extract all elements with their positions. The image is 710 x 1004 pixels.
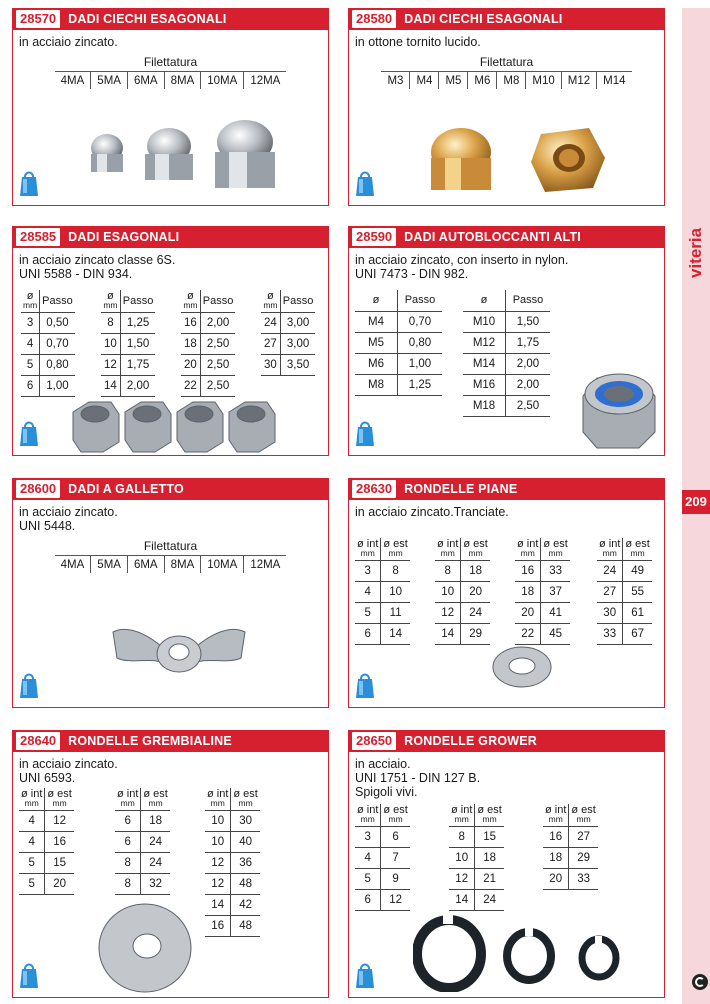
table-cell: 14 bbox=[449, 890, 475, 911]
product-description: in acciaio zincato.Tranciate. bbox=[355, 505, 509, 519]
table-cell: 12 bbox=[435, 603, 461, 624]
column-header: ø mm bbox=[261, 290, 280, 313]
product-card-28600 bbox=[12, 478, 329, 708]
bag-icon bbox=[355, 419, 375, 447]
table-cell: M4 bbox=[355, 312, 398, 333]
table-cell: 1,25 bbox=[120, 313, 155, 334]
product-title: DADI CIECHI ESAGONALI bbox=[404, 12, 563, 26]
thread-title: Filettatura bbox=[143, 539, 198, 553]
table-cell: 27 bbox=[569, 827, 598, 848]
product-code: 28600 bbox=[16, 480, 60, 498]
thread-size: 6MA bbox=[128, 555, 165, 573]
product-title: DADI ESAGONALI bbox=[68, 230, 180, 244]
table-cell: M10 bbox=[463, 312, 506, 333]
table-cell: 8 bbox=[449, 827, 475, 848]
table-cell: 41 bbox=[541, 603, 570, 624]
table-cell: 2,00 bbox=[120, 376, 155, 397]
table-cell: 4 bbox=[19, 832, 45, 853]
table-cell: 24 bbox=[597, 561, 623, 582]
table-cell: 3,00 bbox=[280, 334, 315, 355]
table-cell: 14 bbox=[435, 624, 461, 645]
table-cell: 15 bbox=[475, 827, 504, 848]
table-cell: 20 bbox=[45, 874, 74, 895]
thread-size: M5 bbox=[439, 71, 468, 89]
thread-title: Filettatura bbox=[143, 55, 198, 69]
column-header: ø est mm bbox=[569, 804, 598, 827]
table-cell: 12 bbox=[381, 890, 410, 911]
table-cell: 6 bbox=[381, 827, 410, 848]
column-header: Passo bbox=[506, 290, 551, 312]
table-cell: 2,50 bbox=[200, 355, 235, 376]
card-header bbox=[349, 8, 664, 30]
hex-nuts-image bbox=[67, 398, 297, 454]
table-cell: 10 bbox=[435, 582, 461, 603]
column-header: Passo bbox=[200, 290, 235, 313]
column-header: ø int mm bbox=[597, 538, 623, 561]
size-table bbox=[205, 788, 260, 937]
card-header bbox=[13, 478, 328, 500]
table-cell: 30 bbox=[261, 355, 280, 376]
table-cell: M5 bbox=[355, 333, 398, 354]
thread-size: 4MA bbox=[55, 71, 92, 89]
size-table bbox=[261, 290, 315, 376]
size-table bbox=[19, 788, 74, 895]
table-cell: 40 bbox=[231, 832, 260, 853]
table-cell: 2,50 bbox=[200, 376, 235, 397]
table-cell: 33 bbox=[569, 869, 598, 890]
flat-washer-image bbox=[491, 644, 553, 690]
table-cell: 5 bbox=[355, 869, 381, 890]
size-table bbox=[115, 788, 170, 895]
bag-icon bbox=[355, 169, 375, 197]
table-cell: 48 bbox=[231, 874, 260, 895]
column-header: ø est mm bbox=[231, 788, 260, 811]
table-cell: 10 bbox=[381, 582, 410, 603]
table-cell: 33 bbox=[597, 624, 623, 645]
page-number: 209 bbox=[682, 490, 710, 514]
column-header: ø est mm bbox=[623, 538, 652, 561]
size-table bbox=[543, 804, 598, 890]
column-header: ø bbox=[355, 290, 398, 312]
table-cell: 8 bbox=[115, 874, 141, 895]
column-header: ø est mm bbox=[141, 788, 170, 811]
thread-size: 12MA bbox=[244, 555, 286, 573]
product-title: DADI A GALLETTO bbox=[68, 482, 184, 496]
table-cell: 6 bbox=[115, 811, 141, 832]
thread-size: 6MA bbox=[128, 71, 165, 89]
product-card-28570 bbox=[12, 8, 329, 206]
size-table bbox=[435, 538, 490, 645]
thread-sizes bbox=[13, 555, 328, 573]
column-header: ø int mm bbox=[543, 804, 569, 827]
table-cell: 14 bbox=[381, 624, 410, 645]
table-cell: 14 bbox=[205, 895, 231, 916]
table-cell: 0,50 bbox=[40, 313, 75, 334]
table-cell: 1,25 bbox=[398, 375, 443, 396]
table-cell: 11 bbox=[381, 603, 410, 624]
table-cell: 18 bbox=[475, 848, 504, 869]
thread-title: Filettatura bbox=[479, 55, 534, 69]
thread-sizes bbox=[13, 71, 328, 89]
table-cell: 48 bbox=[231, 916, 260, 937]
product-card-28630 bbox=[348, 478, 665, 708]
thread-size: M14 bbox=[597, 71, 631, 89]
product-code: 28570 bbox=[16, 10, 60, 28]
section-label: viteria bbox=[686, 227, 705, 278]
size-table bbox=[21, 290, 75, 397]
table-cell: 12 bbox=[205, 853, 231, 874]
table-cell: 10 bbox=[449, 848, 475, 869]
bag-icon bbox=[19, 671, 39, 699]
column-header: Passo bbox=[398, 290, 443, 312]
table-cell: 1,00 bbox=[398, 354, 443, 375]
thread-size: M10 bbox=[526, 71, 561, 89]
cap-nuts-image bbox=[77, 116, 297, 196]
spring-washers-image bbox=[413, 912, 643, 992]
table-cell: 24 bbox=[461, 603, 490, 624]
table-cell: M16 bbox=[463, 375, 506, 396]
table-cell: 16 bbox=[205, 916, 231, 937]
table-cell: 1,50 bbox=[120, 334, 155, 355]
table-cell: 29 bbox=[569, 848, 598, 869]
product-description: in acciaio zincato. bbox=[19, 35, 118, 49]
bag-icon bbox=[19, 169, 39, 197]
product-code: 28640 bbox=[16, 732, 60, 750]
table-cell: 20 bbox=[515, 603, 541, 624]
table-cell: 18 bbox=[141, 811, 170, 832]
table-cell: 1,50 bbox=[506, 312, 551, 333]
table-cell: 16 bbox=[543, 827, 569, 848]
product-title: RONDELLE GROWER bbox=[404, 734, 538, 748]
product-code: 28580 bbox=[352, 10, 396, 28]
table-cell: 1,75 bbox=[120, 355, 155, 376]
product-description: in acciaio zincato classe 6S. UNI 5588 - DIN 934. bbox=[19, 253, 176, 281]
table-cell: M18 bbox=[463, 396, 506, 417]
size-table bbox=[597, 538, 652, 645]
table-cell: 27 bbox=[261, 334, 280, 355]
table-cell: 8 bbox=[435, 561, 461, 582]
bag-icon bbox=[19, 961, 39, 989]
fender-washer-image bbox=[95, 898, 195, 994]
size-table bbox=[101, 290, 155, 397]
product-code: 28585 bbox=[16, 228, 60, 246]
thread-size: 5MA bbox=[91, 71, 128, 89]
size-table bbox=[355, 804, 410, 911]
table-cell: 24 bbox=[141, 832, 170, 853]
thread-size: M8 bbox=[497, 71, 526, 89]
column-header: ø int mm bbox=[355, 804, 381, 827]
size-table bbox=[181, 290, 235, 397]
table-cell: 2,00 bbox=[506, 354, 551, 375]
bag-icon bbox=[355, 961, 375, 989]
table-cell: 21 bbox=[475, 869, 504, 890]
table-cell: 1,00 bbox=[40, 376, 75, 397]
diameter-header: ø mm bbox=[21, 290, 40, 313]
table-cell: M6 bbox=[355, 354, 398, 375]
table-cell: 36 bbox=[231, 853, 260, 874]
bag-icon bbox=[19, 419, 39, 447]
table-cell: 33 bbox=[541, 561, 570, 582]
table-cell: 2,50 bbox=[200, 334, 235, 355]
column-header: ø mm bbox=[101, 290, 120, 313]
table-cell: 45 bbox=[541, 624, 570, 645]
table-cell: 3 bbox=[21, 313, 40, 334]
column-header: ø bbox=[463, 290, 506, 312]
thread-size: 12MA bbox=[244, 71, 286, 89]
table-cell: 2,00 bbox=[200, 313, 235, 334]
nylon-lock-nut-image bbox=[575, 366, 661, 452]
card-header bbox=[349, 730, 664, 752]
thread-size: M6 bbox=[468, 71, 497, 89]
card-header bbox=[13, 730, 328, 752]
table-cell: 1,75 bbox=[506, 333, 551, 354]
column-header: ø int mm bbox=[435, 538, 461, 561]
column-header: Passo bbox=[120, 290, 155, 313]
column-header: ø int mm bbox=[355, 538, 381, 561]
table-cell: 6 bbox=[21, 376, 40, 397]
table-cell: 0,80 bbox=[398, 333, 443, 354]
table-cell: 4 bbox=[355, 582, 381, 603]
thread-size: M3 bbox=[381, 71, 410, 89]
table-cell: 27 bbox=[597, 582, 623, 603]
table-cell: 6 bbox=[355, 624, 381, 645]
table-cell: 37 bbox=[541, 582, 570, 603]
table-cell: 22 bbox=[181, 376, 200, 397]
table-cell: 22 bbox=[515, 624, 541, 645]
size-table bbox=[463, 290, 550, 417]
table-cell: 29 bbox=[461, 624, 490, 645]
table-cell: 14 bbox=[101, 376, 120, 397]
column-header: ø est mm bbox=[541, 538, 570, 561]
table-cell: 30 bbox=[231, 811, 260, 832]
table-cell: 3 bbox=[355, 561, 381, 582]
table-cell: 24 bbox=[475, 890, 504, 911]
table-cell: 16 bbox=[515, 561, 541, 582]
table-cell: 16 bbox=[45, 832, 74, 853]
table-cell: 3,50 bbox=[280, 355, 315, 376]
product-title: DADI CIECHI ESAGONALI bbox=[68, 12, 227, 26]
table-cell: 4 bbox=[21, 334, 40, 355]
card-header bbox=[13, 8, 328, 30]
table-cell: 12 bbox=[45, 811, 74, 832]
table-cell: 20 bbox=[543, 869, 569, 890]
thread-size: 4MA bbox=[55, 555, 92, 573]
column-header: ø est mm bbox=[475, 804, 504, 827]
column-header: ø int mm bbox=[515, 538, 541, 561]
table-cell: 9 bbox=[381, 869, 410, 890]
product-description: in ottone tornito lucido. bbox=[355, 35, 481, 49]
table-cell: 42 bbox=[231, 895, 260, 916]
product-card-28580 bbox=[348, 8, 665, 206]
product-card-28650 bbox=[348, 730, 665, 998]
product-title: DADI AUTOBLOCCANTI ALTI bbox=[404, 230, 581, 244]
size-table bbox=[355, 538, 410, 645]
card-header bbox=[349, 226, 664, 248]
table-cell: 0,70 bbox=[398, 312, 443, 333]
table-cell: 24 bbox=[261, 313, 280, 334]
table-cell: 5 bbox=[19, 874, 45, 895]
product-card-28640 bbox=[12, 730, 329, 998]
product-card-28585 bbox=[12, 226, 329, 456]
thread-sizes bbox=[349, 71, 664, 89]
table-cell: 49 bbox=[623, 561, 652, 582]
thread-size: 8MA bbox=[165, 555, 202, 573]
table-cell: 16 bbox=[181, 313, 200, 334]
column-header: ø int mm bbox=[19, 788, 45, 811]
size-table bbox=[355, 290, 442, 396]
thread-size: M12 bbox=[562, 71, 597, 89]
thread-size: 8MA bbox=[165, 71, 202, 89]
column-header: ø int mm bbox=[205, 788, 231, 811]
size-table bbox=[449, 804, 504, 911]
brand-logo bbox=[692, 974, 708, 990]
table-cell: M12 bbox=[463, 333, 506, 354]
table-cell: 8 bbox=[381, 561, 410, 582]
thread-size: 5MA bbox=[91, 555, 128, 573]
thread-size: 10MA bbox=[201, 71, 244, 89]
product-code: 28590 bbox=[352, 228, 396, 246]
table-cell: 67 bbox=[623, 624, 652, 645]
column-header: ø int mm bbox=[115, 788, 141, 811]
table-cell: 12 bbox=[205, 874, 231, 895]
pitch-header: Passo bbox=[40, 290, 75, 313]
table-cell: 2,50 bbox=[506, 396, 551, 417]
table-cell: 55 bbox=[623, 582, 652, 603]
product-title: RONDELLE PIANE bbox=[404, 482, 518, 496]
card-header bbox=[13, 226, 328, 248]
column-header: Passo bbox=[280, 290, 315, 313]
table-cell: 61 bbox=[623, 603, 652, 624]
column-header: ø est mm bbox=[381, 804, 410, 827]
table-cell: 10 bbox=[205, 811, 231, 832]
table-cell: 12 bbox=[101, 355, 120, 376]
bag-icon bbox=[355, 671, 375, 699]
table-cell: 0,70 bbox=[40, 334, 75, 355]
table-cell: 5 bbox=[19, 853, 45, 874]
table-cell: 0,80 bbox=[40, 355, 75, 376]
product-code: 28650 bbox=[352, 732, 396, 750]
table-cell: 3 bbox=[355, 827, 381, 848]
thread-size: 10MA bbox=[201, 555, 244, 573]
table-cell: 8 bbox=[101, 313, 120, 334]
column-header: ø mm bbox=[181, 290, 200, 313]
table-cell: 10 bbox=[205, 832, 231, 853]
product-title: RONDELLE GREMBIALINE bbox=[68, 734, 232, 748]
product-description: in acciaio. UNI 1751 - DIN 127 B. Spigoli vivi. bbox=[355, 757, 481, 799]
wing-nut-image bbox=[109, 618, 249, 678]
table-cell: 4 bbox=[355, 848, 381, 869]
table-cell: 8 bbox=[115, 853, 141, 874]
brass-cap-nuts-image bbox=[421, 118, 611, 198]
table-cell: 5 bbox=[21, 355, 40, 376]
table-cell: 6 bbox=[355, 890, 381, 911]
size-table bbox=[515, 538, 570, 645]
table-cell: 20 bbox=[181, 355, 200, 376]
table-cell: 4 bbox=[19, 811, 45, 832]
table-cell: 10 bbox=[101, 334, 120, 355]
table-cell: 30 bbox=[597, 603, 623, 624]
table-cell: 18 bbox=[461, 561, 490, 582]
table-cell: 15 bbox=[45, 853, 74, 874]
table-cell: 7 bbox=[381, 848, 410, 869]
table-cell: 12 bbox=[449, 869, 475, 890]
product-description: in acciaio zincato. UNI 5448. bbox=[19, 505, 118, 533]
table-cell: 20 bbox=[461, 582, 490, 603]
table-cell: 5 bbox=[355, 603, 381, 624]
card-header bbox=[349, 478, 664, 500]
table-cell: 6 bbox=[115, 832, 141, 853]
table-cell: 18 bbox=[543, 848, 569, 869]
product-description: in acciaio zincato. UNI 6593. bbox=[19, 757, 118, 785]
product-code: 28630 bbox=[352, 480, 396, 498]
product-card-28590 bbox=[348, 226, 665, 456]
table-cell: 24 bbox=[141, 853, 170, 874]
column-header: ø int mm bbox=[449, 804, 475, 827]
column-header: ø est mm bbox=[45, 788, 74, 811]
column-header: ø est mm bbox=[461, 538, 490, 561]
table-cell: 3,00 bbox=[280, 313, 315, 334]
table-cell: 32 bbox=[141, 874, 170, 895]
product-description: in acciaio zincato, con inserto in nylon. UNI 7473 - DIN 982. bbox=[355, 253, 569, 281]
table-cell: 18 bbox=[515, 582, 541, 603]
table-cell: 2,00 bbox=[506, 375, 551, 396]
thread-size: M4 bbox=[410, 71, 439, 89]
table-cell: 18 bbox=[181, 334, 200, 355]
table-cell: M14 bbox=[463, 354, 506, 375]
table-cell: M8 bbox=[355, 375, 398, 396]
column-header: ø est mm bbox=[381, 538, 410, 561]
